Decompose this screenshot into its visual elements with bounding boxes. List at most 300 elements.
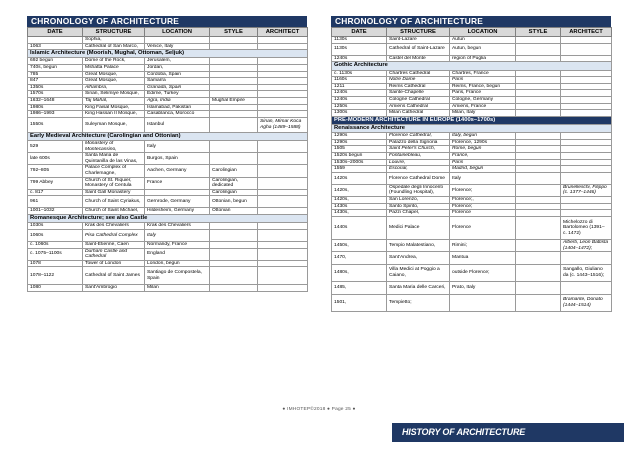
table-row <box>28 111 308 118</box>
header-date: DATE <box>332 28 387 37</box>
table-row <box>332 43 612 55</box>
structure-cell: King Faisal Mosque, <box>83 104 145 111</box>
architect-cell <box>561 90 612 97</box>
table-row <box>332 203 612 210</box>
style-cell <box>210 267 258 285</box>
architect-cell <box>258 111 308 118</box>
architect-cell <box>258 229 308 241</box>
table-row <box>28 117 308 132</box>
group-header-row <box>332 116 612 124</box>
structure-cell: Saint Gall Monastery <box>83 189 145 196</box>
location-cell: Islamabad, Pakistan <box>145 104 210 111</box>
location-cell: Normandy, France <box>145 242 210 249</box>
structure-cell: Florence Cathedral Dome <box>387 172 450 184</box>
structure-cell: Taj Mahal, <box>83 97 145 104</box>
date-cell: 1350s <box>28 84 83 91</box>
structure-cell: Tempio Malatestiano, <box>387 240 450 252</box>
architect-cell <box>258 37 308 44</box>
date-cell: 1520s begun <box>332 152 387 159</box>
location-cell: France <box>145 177 210 189</box>
style-cell <box>210 84 258 91</box>
location-cell: Edirne, Turkey <box>145 91 210 98</box>
architect-cell <box>258 58 308 65</box>
structure-cell: Chartres Cathedral <box>387 70 450 77</box>
location-cell: Venice, Italy <box>145 43 210 50</box>
style-cell <box>210 223 258 230</box>
style-cell <box>516 252 561 264</box>
table-row <box>332 172 612 184</box>
location-cell: Prato, Italy <box>450 282 516 294</box>
location-cell: Italy <box>145 229 210 241</box>
structure-cell: Reims Cathedral <box>387 83 450 90</box>
architect-cell <box>258 140 308 152</box>
architect-cell <box>561 43 612 55</box>
architect-cell <box>258 260 308 267</box>
location-cell: Paris <box>450 159 516 166</box>
style-cell <box>516 43 561 55</box>
structure-cell: Villa Medici at Poggio a Caiano, <box>387 264 450 282</box>
architect-cell: Brunelleschi, Filippo (c. 1377–1446) <box>561 184 612 196</box>
style-cell <box>210 111 258 118</box>
architect-cell <box>258 242 308 249</box>
architect-cell <box>258 78 308 85</box>
style-cell <box>516 166 561 173</box>
structure-cell: Durham Castle and Cathedral <box>83 248 145 260</box>
table-row <box>332 159 612 166</box>
architect-cell <box>258 71 308 78</box>
architect-cell <box>258 177 308 189</box>
architect-cell: Michelozzo di Bartolomeo (1391– c. 1472) <box>561 216 612 239</box>
architect-cell <box>258 248 308 260</box>
date-cell: 1060s <box>28 229 83 241</box>
location-cell: Amiens, France <box>450 103 516 110</box>
architect-cell <box>561 96 612 103</box>
architect-cell <box>561 159 612 166</box>
date-cell: 1480s, <box>332 264 387 282</box>
table-row <box>332 252 612 264</box>
date-cell: 1063 <box>28 43 83 50</box>
architect-cell <box>258 43 308 50</box>
date-cell: 1160s <box>332 77 387 84</box>
date-cell: 1570s <box>28 91 83 98</box>
date-cell: 1986–1993 <box>28 111 83 118</box>
location-cell: Hildesheim, Germany <box>145 208 210 215</box>
architect-cell <box>258 267 308 285</box>
header-architect: ARCHITECT <box>258 28 308 37</box>
style-cell: Carolingian <box>210 165 258 177</box>
date-cell: 1550s <box>28 117 83 132</box>
table-row <box>332 55 612 62</box>
section-header-row <box>332 124 612 132</box>
table-row <box>332 110 612 117</box>
date-cell: 1290s <box>332 133 387 140</box>
style-cell <box>516 294 561 312</box>
left-column <box>27 16 307 292</box>
location-cell: Santiago de Compostela, Spain <box>145 267 210 285</box>
structure-cell: Saint-Etienne, Caen <box>83 242 145 249</box>
structure-cell: Florence Cathedral, <box>387 133 450 140</box>
table-row <box>28 153 308 165</box>
table-row <box>332 139 612 146</box>
location-cell: Granada, Spain <box>145 84 210 91</box>
architect-cell <box>258 91 308 98</box>
date-cell: 1240s <box>332 96 387 103</box>
section-title: Early Medieval Architecture (Carolingian and Ottonian) <box>28 132 308 140</box>
structure-cell: Church of Saint Michael, <box>83 208 145 215</box>
architect-cell <box>258 97 308 104</box>
date-cell: 1001–1032 <box>28 208 83 215</box>
location-cell: Florence <box>450 210 516 217</box>
structure-cell: Great Mosque, <box>83 71 145 78</box>
left-chronology-table <box>27 27 308 292</box>
date-cell: 1240s <box>332 55 387 62</box>
location-cell: Agra, India <box>145 97 210 104</box>
style-cell <box>516 184 561 196</box>
date-cell: 1470, <box>332 252 387 264</box>
architect-cell <box>561 197 612 204</box>
table-row <box>332 37 612 44</box>
header-architect: ARCHITECT <box>561 28 612 37</box>
location-cell <box>145 189 210 196</box>
table-row <box>28 58 308 65</box>
structure-cell: Great Mosque, <box>83 78 145 85</box>
location-cell: Aachen, Germany <box>145 165 210 177</box>
table-row <box>28 37 308 44</box>
right-column <box>331 16 611 312</box>
date-cell: 1420s <box>332 172 387 184</box>
date-cell: 1130s <box>332 37 387 44</box>
architect-cell <box>561 70 612 77</box>
date-cell: 529 <box>28 140 83 152</box>
style-cell <box>210 229 258 241</box>
table-row <box>332 264 612 282</box>
table-row <box>28 260 308 267</box>
location-cell: Italy <box>145 140 210 152</box>
section-header-row <box>28 50 308 58</box>
table-row <box>332 240 612 252</box>
location-cell: England <box>145 248 210 260</box>
location-cell: Mantua <box>450 252 516 264</box>
table-row <box>28 104 308 111</box>
date-cell: 1430s, <box>332 210 387 217</box>
style-cell <box>516 264 561 282</box>
right-chronology-table <box>331 27 612 312</box>
style-cell <box>516 77 561 84</box>
structure-cell: Krak des Chevaliers <box>83 223 145 230</box>
header-date: DATE <box>28 28 83 37</box>
style-cell <box>516 96 561 103</box>
style-cell <box>210 104 258 111</box>
table-row <box>28 208 308 215</box>
structure-cell: Amiens Cathedral <box>387 103 450 110</box>
style-cell <box>516 210 561 217</box>
date-cell: 1030s <box>28 223 83 230</box>
location-cell: Reims, France, begun <box>450 83 516 90</box>
table-row <box>28 248 308 260</box>
location-cell: France, <box>450 152 516 159</box>
table-row <box>332 197 612 204</box>
structure-cell: Church of St. Riquier, Monastery of Centula <box>83 177 145 189</box>
location-cell: outside Florence; <box>450 264 516 282</box>
table-row <box>28 242 308 249</box>
date-cell: 785 <box>28 71 83 78</box>
structure-cell: Mshatta Palace <box>83 64 145 71</box>
table-row <box>28 91 308 98</box>
structure-cell: Alhambra, <box>83 84 145 91</box>
structure-cell: Notre Dame <box>387 77 450 84</box>
style-cell <box>210 242 258 249</box>
date-cell: 1290s <box>332 139 387 146</box>
date-cell: 1501, <box>332 294 387 312</box>
style-cell <box>516 55 561 62</box>
architect-cell <box>258 165 308 177</box>
architect-cell <box>561 166 612 173</box>
location-cell: Florence; <box>450 203 516 210</box>
architect-cell <box>258 208 308 215</box>
section-title: Renaissance Architecture <box>332 124 612 132</box>
style-cell <box>516 139 561 146</box>
architect-cell <box>258 64 308 71</box>
structure-cell: King Hassan II Mosque, <box>83 111 145 118</box>
left-header-row <box>28 28 308 37</box>
style-cell <box>516 146 561 153</box>
style-cell: Carolingian, dedicated <box>210 177 258 189</box>
architect-cell <box>561 55 612 62</box>
style-cell <box>516 90 561 97</box>
architect-cell <box>561 172 612 184</box>
header-style: STYLE <box>516 28 561 37</box>
structure-cell: Louvre, <box>387 159 450 166</box>
architect-cell <box>561 83 612 90</box>
location-cell: Rome, begun <box>450 146 516 153</box>
structure-cell: Saint-Lazare <box>387 37 450 44</box>
structure-cell: Fontainebleau, <box>387 152 450 159</box>
table-row <box>28 165 308 177</box>
table-row <box>332 103 612 110</box>
style-cell <box>516 37 561 44</box>
header-location: LOCATION <box>450 28 516 37</box>
date-cell: 1300s <box>332 110 387 117</box>
architect-cell <box>258 196 308 208</box>
architect-cell <box>561 110 612 117</box>
date-cell: c. 1130s <box>332 70 387 77</box>
date-cell: 1485, <box>332 282 387 294</box>
style-cell <box>210 248 258 260</box>
table-row <box>28 71 308 78</box>
structure-cell: Suleyman Mosque, <box>83 117 145 132</box>
location-cell: Paris <box>450 77 516 84</box>
date-cell: c. 817 <box>28 189 83 196</box>
structure-cell: Palazzo della Signoria <box>387 139 450 146</box>
location-cell: Florence; <box>450 184 516 196</box>
table-row <box>332 96 612 103</box>
style-cell <box>516 282 561 294</box>
structure-cell: Sinan, Selimiye Mosque, <box>83 91 145 98</box>
location-cell <box>450 294 516 312</box>
structure-cell: Sophia, <box>83 37 145 44</box>
date-cell: 1240s <box>332 90 387 97</box>
location-cell: Samarra <box>145 78 210 85</box>
structure-cell: Pisa Cathedral Complex <box>83 229 145 241</box>
location-cell: Paris, France <box>450 90 516 97</box>
table-row <box>332 77 612 84</box>
structure-cell: Santa Maria de Quintanilla de las Vinas, <box>83 153 145 165</box>
date-cell: 1505 <box>332 146 387 153</box>
date-cell: 1080 <box>28 285 83 292</box>
architect-cell: Sangallo, Giuliano da (c. 1443–1516); <box>561 264 612 282</box>
structure-cell: Saint Peter's Church, <box>387 146 450 153</box>
style-cell <box>516 110 561 117</box>
architect-cell <box>561 77 612 84</box>
table-row <box>28 196 308 208</box>
structure-cell: Pazzi Chapel, <box>387 210 450 217</box>
location-cell: Cologne, Germany <box>450 96 516 103</box>
style-cell <box>210 43 258 50</box>
architect-cell <box>258 189 308 196</box>
style-cell <box>210 58 258 65</box>
location-cell: Milan, Italy <box>450 110 516 117</box>
location-cell: region of Puglia <box>450 55 516 62</box>
bottom-title: HISTORY OF ARCHITECTURE <box>402 427 526 437</box>
style-cell <box>516 216 561 239</box>
architect-cell <box>561 282 612 294</box>
location-cell: Florence, 1290s <box>450 139 516 146</box>
section-header-row <box>332 62 612 70</box>
architect-cell <box>561 37 612 44</box>
structure-cell: Tempietto; <box>387 294 450 312</box>
style-cell <box>210 37 258 44</box>
date-cell: 692 begun <box>28 58 83 65</box>
location-cell: Cordoba, Spain <box>145 71 210 78</box>
table-row <box>28 285 308 292</box>
table-row <box>332 70 612 77</box>
architect-cell <box>258 285 308 292</box>
style-cell <box>210 91 258 98</box>
date-cell: c. 1060s <box>28 242 83 249</box>
architect-cell <box>258 153 308 165</box>
style-cell: Ottonian <box>210 208 258 215</box>
location-cell: Istanbul <box>145 117 210 132</box>
location-cell: Autun <box>450 37 516 44</box>
date-cell: 1078 <box>28 260 83 267</box>
style-cell <box>516 133 561 140</box>
table-row <box>28 97 308 104</box>
date-cell: 1420s, <box>332 197 387 204</box>
table-row <box>28 43 308 50</box>
style-cell: Ottonian, begun <box>210 196 258 208</box>
table-row <box>332 90 612 97</box>
section-title: Romanesque Architecture; see also Castle <box>28 215 308 223</box>
left-title-banner: CHRONOLOGY OF ARCHITECTURE <box>27 16 307 27</box>
structure-cell: San Lorenzo, <box>387 197 450 204</box>
style-cell <box>516 197 561 204</box>
architect-cell <box>561 252 612 264</box>
location-cell <box>145 37 210 44</box>
style-cell <box>210 64 258 71</box>
table-row <box>332 184 612 196</box>
architect-cell <box>561 139 612 146</box>
table-row <box>332 83 612 90</box>
style-cell <box>210 140 258 152</box>
architect-cell <box>258 84 308 91</box>
structure-cell: Dome of the Rock, <box>83 58 145 65</box>
date-cell: 792–805 <box>28 165 83 177</box>
date-cell: 1211 <box>332 83 387 90</box>
table-row <box>332 133 612 140</box>
table-row <box>332 210 612 217</box>
date-cell: 1632–1648 <box>28 97 83 104</box>
location-cell: Jordan, <box>145 64 210 71</box>
table-row <box>28 84 308 91</box>
table-row <box>28 177 308 189</box>
date-cell: 1559 <box>332 166 387 173</box>
date-cell: late 600s <box>28 153 83 165</box>
header-structure: STRUCTURE <box>387 28 450 37</box>
architect-cell <box>561 103 612 110</box>
date-cell: 1078–1122 <box>28 267 83 285</box>
structure-cell: Tower of London <box>83 260 145 267</box>
date-cell: 1430s <box>332 203 387 210</box>
table-row <box>28 140 308 152</box>
table-row <box>332 166 612 173</box>
location-cell: London, begun <box>145 260 210 267</box>
style-cell <box>210 78 258 85</box>
architect-cell: Alberti, Leon Battista (1404–1472); <box>561 240 612 252</box>
location-cell: Casablanca, Morocco <box>145 111 210 118</box>
architect-cell <box>561 146 612 153</box>
style-cell <box>516 103 561 110</box>
date-cell: 1450s, <box>332 240 387 252</box>
table-row <box>332 146 612 153</box>
style-cell <box>516 203 561 210</box>
location-cell: Italy <box>450 172 516 184</box>
date-cell: 1440s <box>332 216 387 239</box>
header-style: STYLE <box>210 28 258 37</box>
structure-cell: Castel del Monte <box>387 55 450 62</box>
date-cell <box>28 37 83 44</box>
date-cell: 1980s <box>28 104 83 111</box>
style-cell: Mughal Empire <box>210 97 258 104</box>
location-cell: Burgos, Spain <box>145 153 210 165</box>
date-cell: 1130s <box>332 43 387 55</box>
style-cell <box>210 71 258 78</box>
structure-cell: Cathedral of Saint-Lazare <box>387 43 450 55</box>
right-title-banner: CHRONOLOGY OF ARCHITECTURE <box>331 16 611 27</box>
date-cell: 1250s <box>332 103 387 110</box>
table-row <box>332 152 612 159</box>
architect-cell: Bramante, Donato (1444–1514) <box>561 294 612 312</box>
location-cell: Jerusalem, <box>145 58 210 65</box>
table-row <box>28 267 308 285</box>
table-row <box>332 216 612 239</box>
structure-cell: Medici Palace <box>387 216 450 239</box>
table-row <box>28 78 308 85</box>
section-title: Gothic Architecture <box>332 62 612 70</box>
structure-cell: Monastery of Montecassino, <box>83 140 145 152</box>
style-cell <box>516 70 561 77</box>
architect-cell <box>258 223 308 230</box>
date-cell: 740s, begun <box>28 64 83 71</box>
style-cell <box>210 260 258 267</box>
table-row <box>28 223 308 230</box>
location-cell: Madrid, begun <box>450 166 516 173</box>
architect-cell <box>561 133 612 140</box>
left-table-body <box>28 37 308 292</box>
table-row <box>332 282 612 294</box>
location-cell: Chartres, France <box>450 70 516 77</box>
date-cell: 961 <box>28 196 83 208</box>
header-structure: STRUCTURE <box>83 28 145 37</box>
